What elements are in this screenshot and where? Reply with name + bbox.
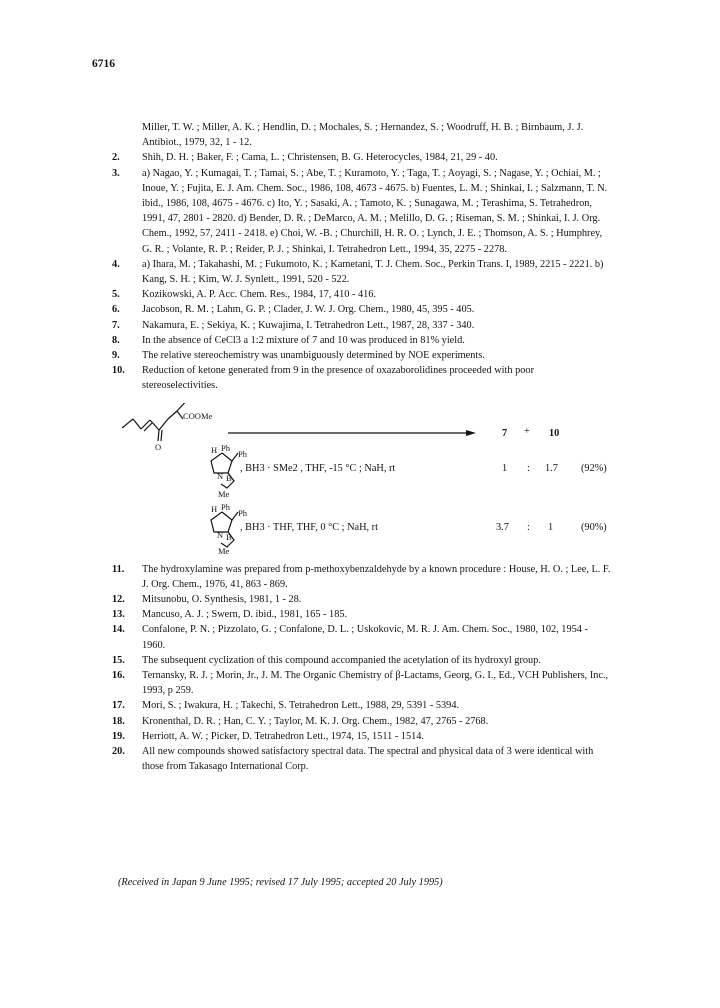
- yield-1: (92%): [581, 462, 607, 474]
- reference-number: 5.: [112, 289, 120, 301]
- reference-text: Kronenthal, D. R. ; Han, C. Y. ; Taylor, M. K. J. Org. Chem., 1982, 47, 2765 - 2768.: [142, 715, 489, 727]
- reference-item: [112, 166, 612, 257]
- reference-number: 18.: [112, 715, 125, 727]
- received-dates: (Received in Japan 9 June 1995; revised 17 July 1995; accepted 20 July 1995): [118, 877, 443, 888]
- ratio-1-a: 1: [502, 462, 508, 474]
- cat2-me-label: Me: [218, 545, 230, 556]
- reference-text: In the absence of CeCl3 a 1:2 mixture of 7 and 10 was produced in 81% yield.: [142, 334, 465, 346]
- reference-item: [112, 622, 612, 652]
- reference-text: The hydroxylamine was prepared from p-methoxybenzaldehyde by a known procedure : House, H. O. ; Lee, L. F. J. Org. Chem., 1976, 41, 863 - 869.: [142, 563, 611, 590]
- ratio-2-a: 3.7: [496, 521, 509, 533]
- reference-text: Herriott, A. W. ; Picker, D. Tetrahedron Lett., 1974, 15, 1511 - 1514.: [142, 730, 424, 742]
- reference-number: 20.: [112, 746, 125, 758]
- reference-number: 14.: [112, 624, 125, 636]
- reference-item: [112, 744, 612, 774]
- page-number: 6716: [92, 58, 115, 70]
- reference-item: [112, 287, 612, 302]
- reference-item: [112, 607, 612, 622]
- reference-number: 11.: [112, 563, 125, 575]
- arrowhead: [466, 430, 476, 436]
- ratio-2-colon: :: [527, 521, 530, 533]
- cat2-h-label: H: [211, 503, 218, 514]
- reference-number: 8.: [112, 334, 120, 346]
- reference-number: 16.: [112, 670, 125, 682]
- references-group-before: [112, 120, 612, 394]
- reference-item: [112, 257, 612, 287]
- reference-number: 9.: [112, 350, 120, 362]
- reference-number: 7.: [112, 319, 120, 331]
- bond: [168, 411, 177, 419]
- cat2-ph2-label: Ph: [238, 507, 247, 518]
- reference-text: Mancuso, A. J. ; Swern, D. ibid., 1981, 165 - 185.: [142, 609, 348, 621]
- reference-item: [112, 333, 612, 348]
- reference-item: [112, 318, 612, 333]
- reference-text: Reduction of ketone generated from 9 in the presence of oxazaborolidines proceeded with poor stereoselectivities.: [142, 365, 534, 392]
- reference-text: Kozikowski, A. P. Acc. Chem. Res., 1984, 17, 410 - 416.: [142, 289, 376, 301]
- reference-item: [112, 120, 612, 150]
- cat2-b-label: B: [226, 531, 232, 542]
- reference-number: 10.: [112, 365, 125, 377]
- reference-text: Miller, T. W. ; Miller, A. K. ; Hendlin, D. ; Mochales, S. ; Hernandez, S. ; Woodruff, H. B. ; Birnbaum, J. J. Antibiot., 1979, 32, 1 - 12.: [142, 122, 584, 149]
- ratio-1-colon: :: [527, 462, 530, 474]
- reference-item: [112, 592, 612, 607]
- bond: [133, 419, 141, 429]
- oxazaborolidine-1: [211, 453, 238, 488]
- reference-item: [112, 653, 612, 668]
- cat1-b-label: B: [226, 472, 232, 483]
- bond: [161, 430, 162, 441]
- conditions-2: , BH3 · THF, THF, 0 °C ; NaH, rt: [240, 521, 378, 533]
- cat1-h-label: H: [211, 444, 218, 455]
- bond: [150, 420, 159, 430]
- reference-text: a) Nagao, Y. ; Kumagai, T. ; Tamai, S. ; Abe, T. ; Kuramoto, Y. ; Taga, T. ; Aoyagi, S. ; Nagase, Y. ; Ochiai, M. ; Inoue, Y. ; Fujita, E. J. Am. Chem. Soc., 1986, 108, 4673 - 4675. b) Fuentes, L. M. ; Shinkai, I. ; Salzmann, T. N. ibid., 1986, 108, 4675 - 4676. c) Ito, Y. ; Sasaki, A. ; Tamoto, K. ; Sunagawa, M. ; Terashima, S. Tetrahedron, 1991, 47, 2801 - 2820. d) Bender, D. R. ; DeMarco, A. M. ; Melillo, D. G. ; Riseman, S. M. ; Shinkai, I. J. Org. Chem., 1992, 57, 2411 - 2418. e) Choi, W. -B. ; Churchill, H. R. O. ; Lynch, J. E. ; Thomson, A. S. ; Humphrey, G. R. ; Volante, R. P. ; Reider, P. J. ; Shinkai, I. Tetrahedron Lett., 1994, 35, 2275 - 2278.: [142, 167, 608, 255]
- cat1-ph2-label: Ph: [238, 448, 247, 459]
- reference-number: 3.: [112, 167, 120, 179]
- bond: [122, 419, 133, 428]
- yield-2: (90%): [581, 521, 607, 533]
- reference-number: 12.: [112, 594, 125, 606]
- reference-text: Mori, S. ; Iwakura, H. ; Takechi, S. Tetrahedron Lett., 1988, 29, 5391 - 5394.: [142, 700, 460, 712]
- cat1-ph-label: Ph: [221, 442, 230, 453]
- reference-number: 19.: [112, 730, 125, 742]
- reference-text: a) Ihara, M. ; Takahashi, M. ; Fukumoto, K. ; Kametani, T. J. Chem. Soc., Perkin Trans. I, 1989, 2215 - 2221. b) Kang, S. H. ; Kim, W. J. Synlett., 1991, 520 - 522.: [142, 258, 604, 286]
- reference-item: [112, 562, 612, 592]
- cat1-n-label: N: [217, 470, 224, 481]
- reference-number: 4.: [112, 258, 120, 270]
- reference-number: 17.: [112, 700, 125, 712]
- reference-item: [112, 363, 612, 393]
- reference-item: [112, 302, 612, 317]
- reference-text: Nakamura, E. ; Sekiya, K. ; Kuwajima, I. Tetrahedron Lett., 1987, 28, 337 - 340.: [142, 319, 475, 331]
- product-7: 7: [502, 427, 508, 439]
- reference-number: 6.: [112, 304, 120, 316]
- reference-text: The subsequent cyclization of this compound accompanied the acetylation of its hydroxyl group.: [142, 654, 541, 666]
- reference-number: 15.: [112, 654, 125, 666]
- reference-text: Shih, D. H. ; Baker, F. ; Cama, L. ; Christensen, B. G. Heterocycles, 1984, 21, 29 - 40.: [142, 152, 498, 164]
- reaction-scheme: [104, 403, 664, 555]
- reference-item: [112, 714, 612, 729]
- ketone-oxygen-label: O: [155, 441, 162, 452]
- reference-text: Mitsunobu, O. Synthesis, 1981, 1 - 28.: [142, 594, 302, 606]
- scheme-structures: [104, 403, 664, 555]
- ratio-1-b: 1.7: [545, 462, 558, 474]
- reference-item: [112, 729, 612, 744]
- oxazaborolidine-2: [211, 512, 238, 547]
- reference-text: Confalone, P. N. ; Pizzolato, G. ; Confalone, D. L. ; Uskokovic, M. R. J. Am. Chem. Soc., 1980, 102, 1954 - 1960.: [142, 624, 588, 651]
- reference-number: 13.: [112, 609, 125, 621]
- bond: [159, 419, 168, 430]
- substituent-label: COOMe: [183, 410, 213, 421]
- reference-text: Ternansky, R. J. ; Morin, Jr., J. M. The Organic Chemistry of β-Lactams, Georg, G. I., Ed., VCH Publishers, Inc., 1993, p 259.: [142, 670, 609, 697]
- reference-text: The relative stereochemistry was unambiguously determined by NOE experiments.: [142, 350, 485, 362]
- references-group-after: [112, 562, 612, 775]
- reference-item: [112, 698, 612, 713]
- reference-number: 2.: [112, 152, 120, 164]
- cat1-me-label: Me: [218, 488, 230, 499]
- cat2-ph-label: Ph: [221, 501, 230, 512]
- reference-text: All new compounds showed satisfactory spectral data. The spectral and physical data of 3 were identical with those from Takasago International Corp.: [142, 746, 594, 773]
- reference-item: [112, 668, 612, 698]
- reference-text: Jacobson, R. M. ; Lahm, G. P. ; Clader, J. W. J. Org. Chem., 1980, 45, 395 - 405.: [142, 304, 475, 316]
- bond: [141, 420, 150, 429]
- conditions-1: , BH3 · SMe2 , THF, -15 °C ; NaH, rt: [240, 462, 396, 474]
- cat2-n-label: N: [217, 529, 224, 540]
- product-10: 10: [549, 427, 560, 439]
- reference-item: [112, 348, 612, 363]
- ratio-2-b: 1: [548, 521, 554, 533]
- reference-item: [112, 150, 612, 165]
- plus-sign: +: [524, 425, 530, 437]
- references-list: [112, 120, 612, 775]
